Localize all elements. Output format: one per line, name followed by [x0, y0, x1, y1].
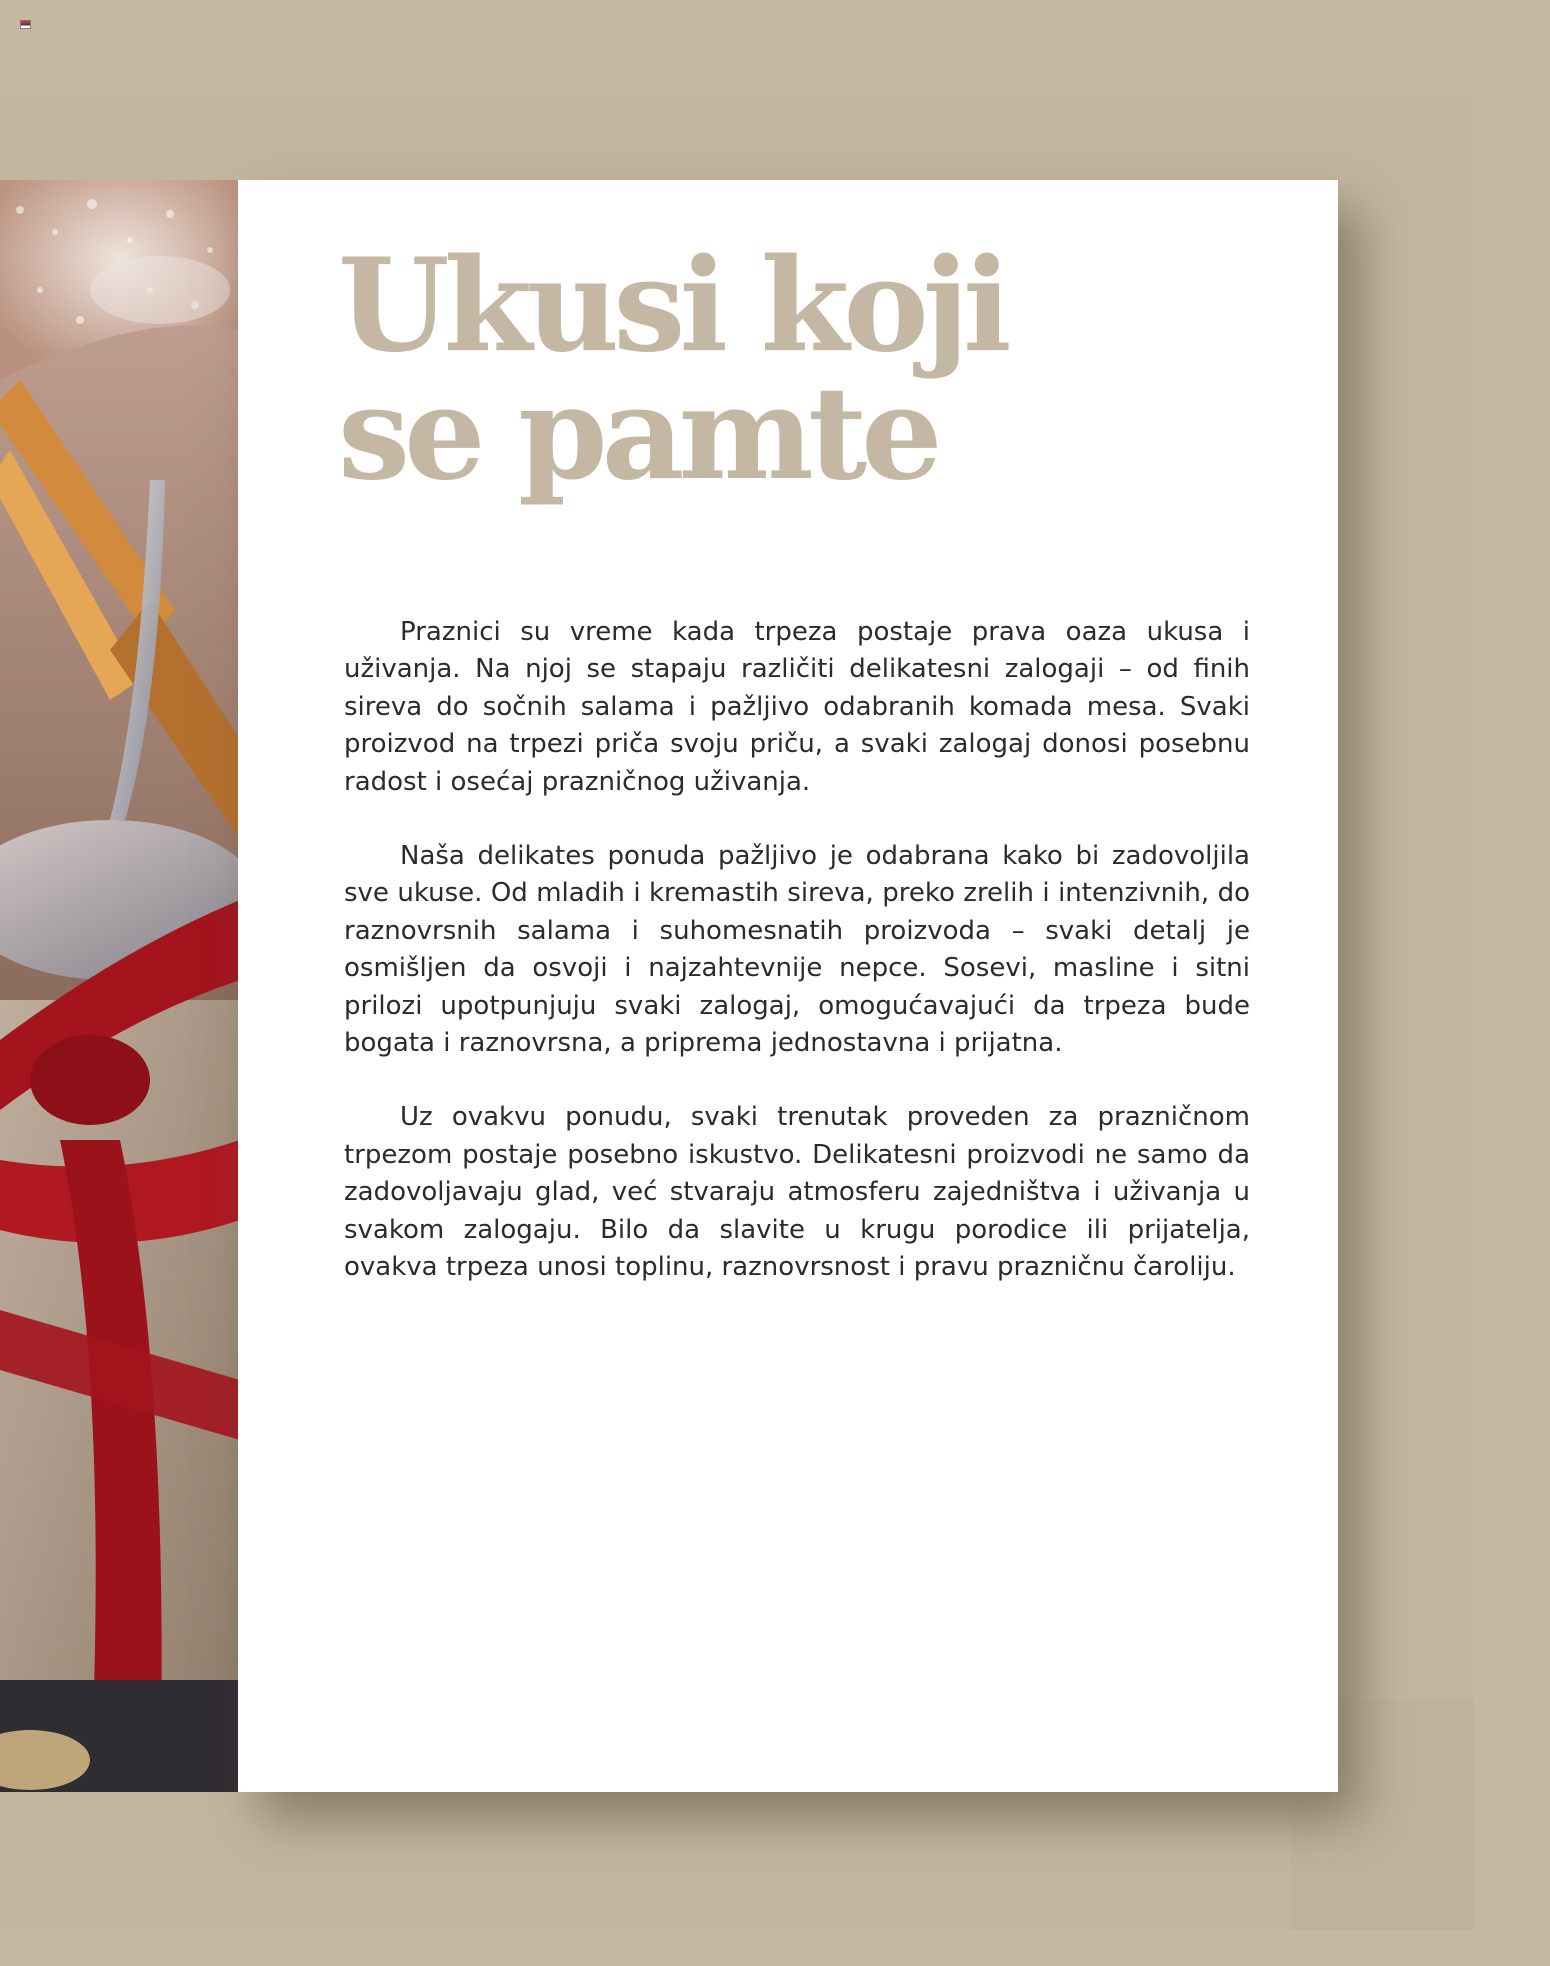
language-flag-icon[interactable] [20, 20, 31, 29]
festive-table-photo [0, 180, 240, 1792]
paragraph-3: Uz ovakvu ponudu, svaki trenutak proveden za prazničnom trpezom postaje posebno iskustvo. Delikatesni proizvodi ne samo da zadovoljavaju glad, već stvaraju atmosferu zajedništva i uživanja u svakom zalogaju. Bilo da slavite u krugu porodice ili prijatelja, ovakva trpeza unosi toplinu, raznovrsnost i pravu prazničnu čaroliju. [344, 1102, 1250, 1283]
paragraph-2: Naša delikates ponuda pažljivo je odabrana kako bi zadovoljila sve ukuse. Od mladih i kremastih sireva, preko zrelih i intenzivnih, do raznovrsnih salama i suhomesnatih proizvoda – svaki detalj je osmišljen da osvoji i najzahtevnije nepce. Sosevi, masline i sitni prilozi upotpunjuju svaki zalogaj, omogućavajući da trpeza bude bogata i raznovrsna, a priprema jednostavna i prijatna. [344, 841, 1250, 1059]
title-line-1: Ukusi koji [338, 231, 1006, 381]
page-title [338, 231, 1006, 509]
title-line-2: se pamte [338, 359, 937, 509]
paragraph-1: Praznici su vreme kada trpeza postaje prava oaza ukusa i uživanja. Na njoj se stapaju različiti delikatesni zalogaji – od finih sireva do sočnih salama i pažljivo odabranih komada mesa. Svaki proizvod na trpezi priča svoju priču, a svaki zalogaj donosi posebnu radost i osećaj prazničnog uživanja. [344, 617, 1250, 797]
article-card [238, 180, 1338, 1792]
article-body [344, 614, 1250, 1324]
